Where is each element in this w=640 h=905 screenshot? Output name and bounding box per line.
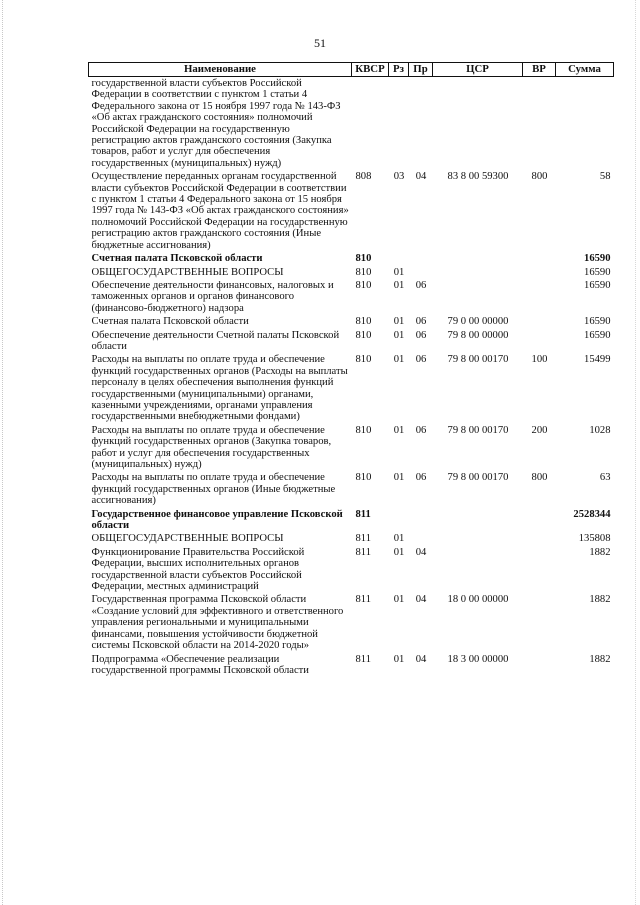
row-kvsr: 810	[355, 329, 372, 341]
row-pr: 04	[415, 171, 427, 183]
row-csr: 79 8 00 00000	[447, 329, 509, 341]
row-rz: 01	[393, 279, 405, 291]
row-kvsr: 811	[355, 533, 371, 545]
row-vr	[523, 315, 556, 328]
table-row	[89, 353, 614, 423]
row-sum	[556, 77, 614, 171]
row-sum: 135808	[578, 533, 611, 545]
row-name: Осуществление переданных органам государственной власти субъектов Российской Федерации в соответствии с пунктом 1 статьи 4 Федерального закона от 15 ноября 1997 года № 143-ФЗ «Об актах гражданского состояния» полномочий Российской Федерации на государственную регистрацию актов гражданского состояния (Иные бюджетные ассигнования)	[91, 171, 349, 251]
scan-right-edge	[635, 0, 637, 905]
row-rz: 01	[393, 424, 405, 436]
table-row	[89, 170, 614, 252]
row-sum: 1882	[589, 546, 611, 558]
row-rz: 01	[393, 329, 405, 341]
row-vr: 200	[531, 424, 548, 436]
row-name: Расходы на выплаты по оплате труда и обеспечение функций государственных органов (Закупка товаров, работ и услуг для обеспечения государственных (муниципальных) нужд)	[91, 424, 332, 470]
row-pr	[409, 508, 433, 533]
row-sum: 16590	[584, 279, 611, 291]
row-kvsr: 810	[355, 253, 372, 265]
row-rz	[389, 77, 409, 171]
row-sum: 16590	[584, 316, 611, 328]
row-sum: 2528344	[573, 508, 611, 520]
header-vr: ВР	[523, 63, 556, 77]
row-kvsr: 810	[355, 316, 372, 328]
row-vr	[523, 653, 556, 678]
table-row	[89, 532, 614, 545]
table-row	[89, 279, 614, 315]
row-csr: 18 0 00 00000	[447, 594, 509, 606]
row-rz: 03	[393, 171, 405, 183]
row-kvsr: 810	[355, 472, 372, 484]
row-name: государственной власти субъектов Российской Федерации в соответствии с пунктом 1 статьи 4 Федерального закона от 15 ноября 1997 года № 143-ФЗ «Об актах гражданского состояния» полномочий Российской Федерации на государственную регистрацию актов гражданского состояния (Закупка товаров, работ и услуг для обеспечения государственных (муниципальных) нужд)	[91, 78, 341, 169]
row-rz	[389, 508, 409, 533]
row-vr	[523, 77, 556, 171]
header-rz: Рз	[389, 63, 409, 77]
row-vr: 800	[531, 472, 548, 484]
row-rz: 01	[393, 266, 405, 278]
row-name: Функционирование Правительства Российской Федерации, высших исполнительных органов государственной власти субъектов Российской Федерации, местных администраций	[91, 546, 305, 593]
header-kvsr: КВСР	[352, 63, 389, 77]
row-csr	[433, 279, 523, 315]
row-name: ОБЩЕГОСУДАРСТВЕННЫЕ ВОПРОСЫ	[91, 266, 284, 278]
row-sum: 1028	[589, 424, 611, 436]
header-pr: Пр	[409, 63, 433, 77]
row-pr: 06	[415, 472, 427, 484]
row-name: ОБЩЕГОСУДАРСТВЕННЫЕ ВОПРОСЫ	[91, 533, 284, 545]
page-number: 51	[314, 36, 326, 50]
row-vr	[523, 279, 556, 315]
row-sum: 15499	[584, 354, 611, 366]
row-csr: 79 8 00 00170	[447, 354, 509, 366]
row-kvsr: 811	[355, 594, 371, 606]
row-vr	[523, 546, 556, 594]
table-row	[89, 252, 614, 265]
row-rz	[389, 252, 409, 265]
row-rz: 01	[393, 546, 405, 558]
row-name: Подпрограмма «Обеспечение реализации государственной программы Псковской области	[91, 653, 309, 676]
row-pr	[409, 532, 433, 545]
row-kvsr: 811	[355, 546, 371, 558]
row-kvsr: 810	[355, 354, 372, 366]
row-pr: 04	[415, 546, 427, 558]
row-name: Государственная программа Псковской области «Создание условий для эффективного и ответственного управления региональными и муниципальными финансами, повышения устойчивости бюджетной системы Псковской области на 2014-2020 годы»	[91, 594, 344, 652]
row-pr: 06	[415, 354, 427, 366]
row-csr: 79 8 00 00170	[447, 424, 509, 436]
row-sum: 1882	[589, 594, 611, 606]
row-kvsr	[352, 77, 389, 171]
row-csr: 79 0 00 00000	[447, 316, 509, 328]
table-row	[89, 424, 614, 472]
row-csr	[433, 266, 523, 279]
table-row	[89, 266, 614, 279]
table-row	[89, 315, 614, 328]
row-name: Государственное финансовое управление Псковской области	[91, 508, 343, 532]
row-pr: 06	[415, 316, 427, 328]
row-pr: 04	[415, 653, 427, 665]
row-name: Расходы на выплаты по оплате труда и обеспечение функций государственных органов (Иные бюджетные ассигнования)	[91, 472, 336, 507]
table-row	[89, 77, 614, 171]
row-vr	[523, 266, 556, 279]
header-name: Наименование	[89, 63, 352, 77]
row-pr: 06	[415, 329, 427, 341]
row-csr	[433, 77, 523, 171]
row-vr	[523, 508, 556, 533]
table-row	[89, 508, 614, 533]
table-row	[89, 546, 614, 594]
row-pr	[409, 252, 433, 265]
row-sum: 16590	[584, 329, 611, 341]
row-name: Расходы на выплаты по оплате труда и обеспечение функций государственных органов (Расходы на выплаты персоналу в целях обеспечения выполнения функций государственными (муниципальными) органами, казенными учреждениями, органами управления государственными внебюджетными фондами)	[91, 354, 348, 423]
row-rz: 01	[393, 472, 405, 484]
table-row	[89, 471, 614, 507]
row-kvsr: 810	[355, 424, 372, 436]
row-vr: 100	[531, 354, 548, 366]
row-sum: 63	[599, 472, 611, 484]
row-rz: 01	[393, 354, 405, 366]
row-csr	[433, 508, 523, 533]
scan-left-edge	[2, 0, 4, 905]
row-sum: 1882	[589, 653, 611, 665]
row-sum: 16590	[584, 266, 611, 278]
row-rz: 01	[393, 533, 405, 545]
row-rz: 01	[393, 653, 405, 665]
row-sum: 16590	[584, 253, 611, 265]
row-vr: 800	[531, 171, 548, 183]
row-kvsr: 810	[355, 279, 372, 291]
row-name: Счетная палата Псковской области	[91, 316, 249, 328]
table-body	[89, 77, 614, 678]
row-kvsr: 811	[355, 508, 371, 520]
row-pr	[409, 77, 433, 171]
row-pr: 06	[415, 279, 427, 291]
row-kvsr: 810	[355, 266, 372, 278]
table-header-row	[89, 63, 614, 77]
table-row	[89, 593, 614, 652]
row-name: Счетная палата Псковской области	[91, 253, 263, 265]
row-name: Обеспечение деятельности Счетной палаты Псковской области	[91, 329, 340, 352]
row-vr	[523, 329, 556, 354]
row-csr: 18 3 00 00000	[447, 653, 509, 665]
row-csr: 79 8 00 00170	[447, 472, 509, 484]
row-pr: 04	[415, 594, 427, 606]
row-rz: 01	[393, 316, 405, 328]
header-csr: ЦСР	[433, 63, 523, 77]
row-pr: 06	[415, 424, 427, 436]
row-kvsr: 811	[355, 653, 371, 665]
row-csr: 83 8 00 59300	[447, 171, 509, 183]
table-row	[89, 329, 614, 354]
row-csr	[433, 546, 523, 594]
row-rz: 01	[393, 594, 405, 606]
row-pr	[409, 266, 433, 279]
table-row	[89, 653, 614, 678]
header-sum: Сумма	[556, 63, 614, 77]
row-vr	[523, 532, 556, 545]
row-csr	[433, 252, 523, 265]
row-kvsr: 808	[355, 171, 372, 183]
budget-table	[88, 62, 614, 677]
row-sum: 58	[599, 171, 611, 183]
row-vr	[523, 252, 556, 265]
row-csr	[433, 532, 523, 545]
row-name: Обеспечение деятельности финансовых, налоговых и таможенных органов и органов финансового (финансово-бюджетного) надзора	[91, 279, 334, 314]
row-vr	[523, 593, 556, 652]
